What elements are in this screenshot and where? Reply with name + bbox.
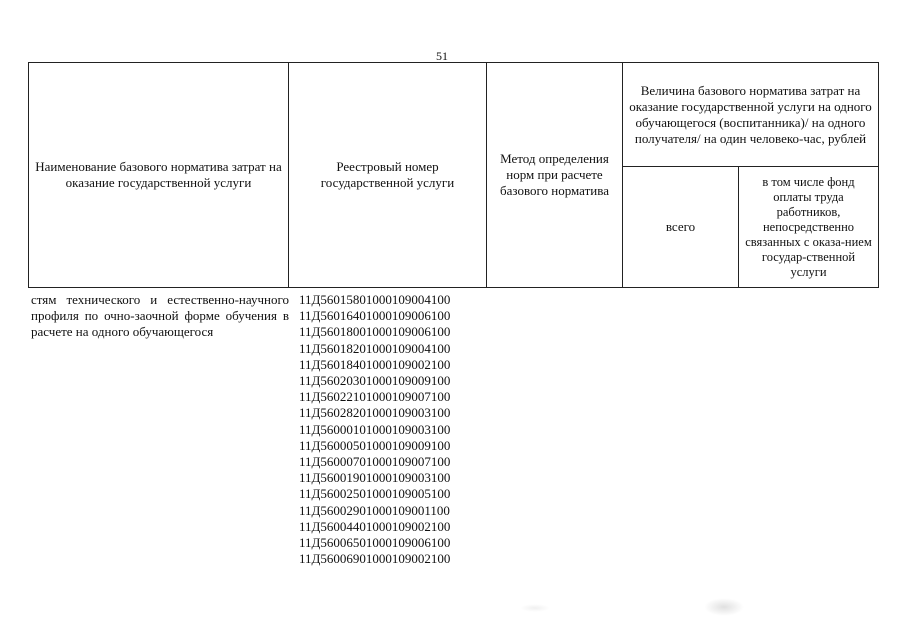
scan-smudge [520, 604, 550, 612]
norms-table-header [28, 62, 879, 288]
header-value-group-cell: Величина базового норматива затрат на оказание государственной услуги на одного обучающегося (воспитанника)/ на одного получателя/ на один человеко-час, рублей [623, 63, 879, 167]
registry-code: 11Д56001901000109003100 [299, 470, 451, 486]
registry-code: 11Д56022101000109007100 [299, 389, 451, 405]
registry-code: 11Д56015801000109004100 [299, 292, 451, 307]
registry-code: 11Д56000101000109003100 [299, 421, 451, 437]
registry-code: 11Д56006501000109006100 [299, 535, 451, 551]
header-name-cell: Наименование базового норматива затрат на оказание государственной услуги [29, 63, 289, 288]
registry-codes-list [299, 292, 499, 567]
registry-code: 11Д56002501000109005100 [299, 486, 451, 502]
header-total-cell: всего [623, 167, 739, 288]
row-service-name: стям технического и естественно-научного профиля по очно-заочной форме обучения в расчете на одного обучающегося [31, 292, 289, 339]
registry-code: 11Д56018401000109002100 [299, 356, 451, 372]
registry-code: 11Д56002901000109001100 [299, 502, 450, 518]
registry-code: 11Д56000701000109007100 [299, 454, 451, 470]
scan-smudge [704, 598, 744, 616]
header-registry-cell: Реестровый номер государственной услуги [289, 63, 487, 288]
registry-code: 11Д56018001000109006100 [299, 324, 451, 340]
registry-code: 11Д56020301000109009100 [299, 373, 451, 389]
registry-code: 11Д56018201000109004100 [299, 340, 451, 356]
header-method-cell: Метод определения норм при расчете базового норматива [487, 63, 623, 288]
registry-code: 11Д56004401000109002100 [299, 518, 451, 534]
registry-code: 11Д56000501000109009100 [299, 437, 451, 453]
header-including-cell: в том числе фонд оплаты труда работников, непосредственно связанных с оказа-нием государ-ственной услуги [739, 167, 879, 288]
page-number: 51 [436, 49, 448, 63]
registry-code: 11Д56016401000109006100 [299, 308, 451, 324]
registry-code: 11Д56028201000109003100 [299, 405, 451, 421]
registry-code: 11Д56006901000109002100 [299, 551, 451, 567]
